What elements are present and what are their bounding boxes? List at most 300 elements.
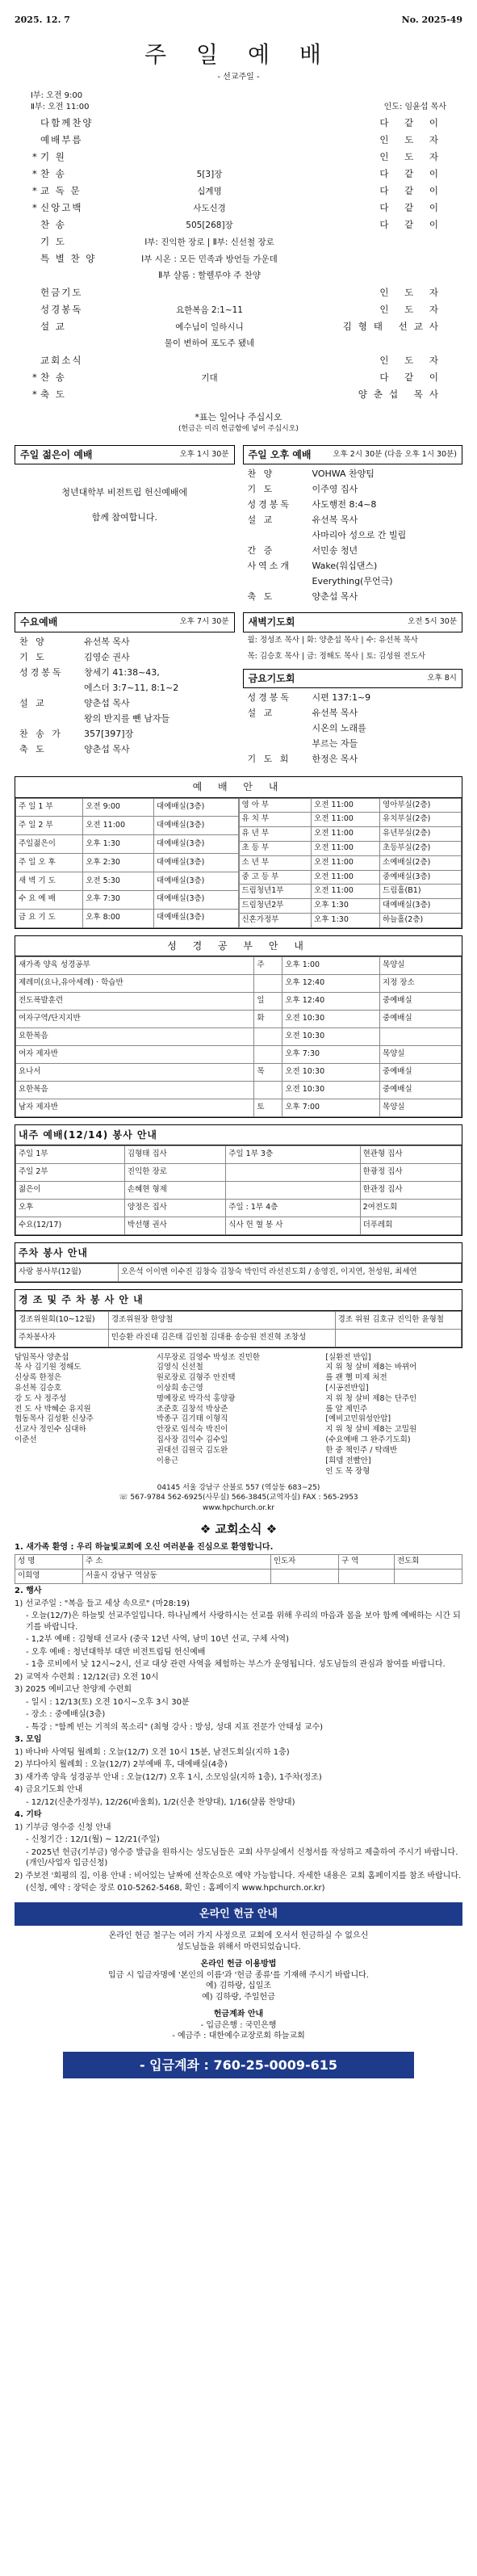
kv-key: 찬 양 — [247, 469, 275, 480]
order-label: 찬 송 — [40, 372, 66, 384]
order-row — [32, 287, 445, 304]
table-row — [239, 885, 462, 899]
kv-value: 시온의 노래를 — [312, 723, 366, 734]
table-cell: 대예배실(3층) — [154, 890, 238, 909]
kv-row — [19, 712, 230, 727]
table-cell: 유 년 부 — [239, 827, 312, 842]
young-adult-service — [15, 445, 235, 607]
notice-heading: 3. 모임 — [15, 1735, 42, 1745]
table-cell: 중예배실 — [379, 1011, 461, 1028]
schedule-table-left — [15, 798, 239, 928]
table-row — [16, 1028, 462, 1046]
table-cell: 경조 위원 김호규 진익한 윤형철 — [335, 1311, 461, 1329]
notice-heading: 4. 기타 — [15, 1810, 42, 1820]
staff-line: 권대선 김원국 김도완 — [156, 1445, 228, 1455]
kv-value: 양춘섭 목사 — [312, 591, 358, 603]
kv-value: 창세기 41:38~43, — [84, 666, 160, 678]
order-row — [32, 304, 445, 321]
staff-line: 지 위 청 살비 제8는 바뀌어 — [325, 1363, 417, 1372]
notice-line: 1) 바나바 사역팀 월례회 : 오늘(12/7) 오전 10시 15분, 남전도회실(지하 1층) — [15, 1747, 290, 1757]
bible-title: 성 경 공 부 안 내 — [15, 936, 462, 956]
schedule-table-right — [239, 798, 462, 928]
staff-line: 이준선 — [15, 1435, 37, 1445]
table-cell — [379, 1028, 461, 1046]
table-row — [16, 798, 239, 817]
table-cell: 대예배실(3층) — [154, 872, 238, 891]
order-row — [32, 202, 445, 219]
order-star: * — [32, 168, 37, 180]
staff-line: 명예장로 박각석 홍양광 — [156, 1393, 236, 1403]
kv-key: 기 도 — [247, 484, 275, 495]
fri-title: 금요기도회 — [248, 673, 295, 685]
table-cell: 한관정 집사 — [360, 1182, 461, 1200]
table-row — [16, 1046, 462, 1064]
order-detail: 사도신경 — [193, 204, 226, 214]
table-cell: 식사 헌 혈 봉 사 — [226, 1217, 360, 1235]
staff-line: 안장로 임석숙 박진이 — [156, 1425, 228, 1435]
table-cell: 오전 11:00 — [312, 827, 380, 842]
kv-value: VOHWA 찬양팀 — [312, 469, 374, 480]
order-row — [32, 253, 445, 270]
notice-line: 3) 새가족 양육 성경공부 안내 : 오늘(12/7) 오후 1시, 소모임실(지하 1층), 1주차(정조) — [15, 1772, 322, 1782]
staff-line: [희뎀 전빨안] — [325, 1456, 371, 1465]
stewards-table — [15, 1311, 462, 1347]
order-label: 기 원 — [40, 151, 66, 163]
dawn-line2: 목: 김승호 목사 | 금: 정해도 목사 | 토: 김성원 전도사 — [247, 652, 426, 662]
table-cell: 주일 : 1부 4층 — [226, 1200, 360, 1217]
order-star: * — [32, 185, 37, 197]
order-label: 교 독 문 — [40, 185, 82, 197]
kv-row — [19, 681, 230, 696]
table-cell: 오전 11:00 — [312, 855, 380, 870]
parking-team: 사랑 봉사부(12월) — [16, 1264, 119, 1282]
staff-line: (수요예배 그 완주기도회) — [325, 1435, 411, 1445]
order-row — [32, 338, 445, 355]
table-row — [16, 817, 239, 835]
servers-title: 내주 예배(12/14) 봉사 안내 — [15, 1125, 462, 1145]
table-cell: 유년부실(2층) — [380, 827, 462, 842]
page-subtitle: - 선교주일 - — [217, 72, 260, 82]
kv-value: 사마리아 성으로 간 빌립 — [312, 530, 407, 541]
table-cell: 현관형 집사 — [360, 1146, 461, 1164]
notice-line: 1) 선교주일 : "복음 들고 세상 속으로" (마28:19) — [15, 1599, 190, 1608]
kv-key: 성경봉독 — [19, 666, 64, 678]
kv-key: 설 교 — [247, 515, 275, 526]
kv-key: 설 교 — [19, 697, 47, 708]
order-leader: 양춘섭 목사 — [358, 389, 445, 401]
table-cell: 박선행 권사 — [124, 1217, 225, 1235]
staff-line: 를 괜 헬 미제 처전 — [325, 1373, 387, 1383]
kv-value: 서민송 청년 — [312, 545, 358, 557]
young-title: 주일 젊은이 예배 — [20, 449, 93, 461]
table-cell: 오후 1:00 — [282, 957, 380, 975]
kv-value: 유선복 목사 — [312, 515, 358, 526]
table-row — [16, 872, 239, 891]
order-row — [32, 219, 445, 236]
schedule-title: 예 배 안 내 — [15, 777, 462, 797]
staff-line: 신상록 한정은 — [15, 1373, 62, 1383]
kv-row — [248, 752, 458, 767]
staff-line: 전 도 사 박혜순 유지원 — [15, 1404, 91, 1414]
afternoon-service — [243, 445, 463, 607]
table-cell: 주 소 — [83, 1555, 271, 1570]
giving-how1: 입금 시 입금자명에 '본인의 이름'과 '헌금 종류'를 기재해 주시기 바랍니다. — [108, 1970, 369, 1980]
table-row — [239, 827, 462, 842]
kv-row — [248, 737, 458, 752]
table-cell — [254, 975, 282, 993]
table-cell: 오후 — [16, 1200, 125, 1217]
order-leader: 다 같 이 — [379, 202, 445, 214]
rise-instruction: *표는 일어나 주십시오 — [195, 412, 282, 423]
young-text2: 함께 참여합니다. — [91, 512, 157, 523]
table-row — [239, 841, 462, 855]
order-leader: 김형태 선교사 — [342, 321, 445, 333]
order-row — [32, 321, 445, 338]
order-row — [32, 117, 445, 134]
table-cell — [338, 1570, 394, 1584]
kv-value: 왕의 반지를 뺀 남자들 — [84, 712, 170, 724]
kv-value: 시편 137:1~9 — [312, 692, 371, 704]
kv-value: 357[397]장 — [84, 728, 134, 739]
table-cell: 소예배실(2층) — [380, 855, 462, 870]
table-cell — [254, 1082, 282, 1099]
kv-key: 설 교 — [247, 708, 275, 719]
order-row — [32, 389, 445, 406]
table-cell: 일 — [254, 993, 282, 1011]
staff-line: 이상희 송근영 — [156, 1384, 203, 1393]
table-cell: 목 — [254, 1064, 282, 1082]
kv-value: 부르는 자들 — [312, 738, 358, 750]
bible-study — [15, 935, 462, 1118]
order-label: 성경봉독 — [40, 304, 83, 316]
order-label: 기 도 — [40, 236, 66, 248]
table-cell: 전도폭발훈련 — [16, 993, 254, 1011]
table-cell: 인도자 — [270, 1555, 338, 1570]
table-row — [16, 854, 239, 872]
staff-line: 선교사 정인수 심대하 — [15, 1425, 86, 1435]
table-row — [239, 899, 462, 914]
table-cell: 오후 7:30 — [282, 1046, 380, 1064]
staff-line: 지 위 청 살비 제8는 고밀원 — [325, 1425, 417, 1435]
kv-row — [19, 650, 230, 666]
table-cell: 남자 제자반 — [16, 1099, 254, 1117]
order-leader: 다 같 이 — [379, 168, 445, 180]
staff-line: 집사장 김익수 김수일 — [156, 1435, 228, 1445]
table-row — [16, 1064, 462, 1082]
kv-row — [248, 528, 458, 544]
stewards — [15, 1289, 462, 1347]
table-cell: 소 년 부 — [239, 855, 312, 870]
staff-line: [실환전 반입] — [325, 1352, 371, 1362]
order-row — [32, 151, 445, 168]
staff-line: 유선복 김승호 — [15, 1384, 62, 1393]
order-leader: 인 도 자 — [379, 134, 445, 146]
table-cell: 주 — [254, 957, 282, 975]
table-cell: 오전 5:30 — [83, 872, 154, 891]
kv-row — [248, 721, 458, 737]
table-cell: 오후 1:30 — [312, 899, 380, 914]
table-row — [16, 957, 462, 975]
order-detail: 예수님이 일하시니 — [175, 322, 244, 333]
table-row — [16, 1146, 462, 1164]
worship-schedule — [15, 776, 462, 929]
header — [15, 15, 462, 27]
order-label: 축 도 — [40, 389, 66, 401]
table-cell: 대예배실(3층) — [380, 899, 462, 914]
church-website[interactable]: www.hpchurch.or.kr — [202, 1503, 275, 1512]
table-cell: 경조위원장 한양철 — [108, 1311, 335, 1329]
order-detail: 기대 — [201, 373, 218, 384]
church-notices — [15, 1521, 462, 1894]
table-cell: 초 등 부 — [239, 841, 312, 855]
kv-value: 이주영 집사 — [312, 484, 358, 495]
kv-row — [248, 574, 458, 590]
staff-line: 협동목사 김성환 신상주 — [15, 1414, 94, 1424]
table-cell: 여자구역/단지지반 — [16, 1011, 254, 1028]
kv-key: 사역소개 — [247, 561, 292, 572]
table-cell — [335, 1329, 461, 1347]
young-text1: 청년대학부 비전트립 헌신예배에 — [61, 487, 188, 498]
kv-key: 찬 양 — [19, 636, 47, 647]
table-row — [16, 1329, 462, 1347]
table-row — [16, 1082, 462, 1099]
table-cell: 수 요 예 배 — [16, 890, 83, 909]
table-cell: 금 요 기 도 — [16, 909, 83, 927]
dawn-title: 새벽기도회 — [248, 616, 295, 628]
order-label: 특 별 찬 양 — [40, 253, 97, 265]
notice-line: 2) 부다아치 월례회 : 오늘(12/7) 2부예배 후, 대예배실(4층) — [15, 1760, 228, 1770]
table-row — [239, 855, 462, 870]
order-label: 찬 송 — [40, 168, 66, 180]
giving-account: - 입금계좌 : 760-25-0009-615 — [63, 2052, 414, 2079]
bible-table — [15, 956, 462, 1117]
dawn-line1: 월: 정성조 목사 | 화: 양춘섭 목사 | 수: 유선복 목사 — [247, 635, 418, 645]
order-leader: 인 도 자 — [379, 287, 445, 299]
kv-row — [248, 544, 458, 559]
bulletin-date: 2025. 12. 7 — [15, 15, 70, 25]
table-cell: 서울시 강남구 역삼동 — [83, 1570, 271, 1584]
table-cell: 드림청년2부 — [239, 899, 312, 914]
table-cell: 오전 10:30 — [282, 1082, 380, 1099]
worship-order — [32, 117, 445, 406]
afternoon-title: 주일 오후 예배 — [248, 449, 312, 461]
address-line2: ☏ 567-9784 562-6925(사무실) 566-3845(교역자실) FAX : 565-2953 — [119, 1494, 358, 1502]
table-cell: 새 벽 기 도 — [16, 872, 83, 891]
table-cell: 오전 11:00 — [312, 798, 380, 813]
table-cell: 주차봉사자 — [16, 1329, 109, 1347]
kv-value: 에스더 3:7~11, 8:1~2 — [84, 682, 179, 693]
table-cell: 영 아 부 — [239, 798, 312, 813]
order-detail: 물이 변하여 포도주 됐네 — [164, 338, 255, 349]
table-cell: 화 — [254, 1011, 282, 1028]
table-cell: 요나서 — [16, 1064, 254, 1082]
kv-value: Everything(무언극) — [312, 576, 393, 587]
order-row — [32, 236, 445, 253]
table-cell: 오전 10:30 — [282, 1064, 380, 1082]
notice-line: - 1층 로비에서 낮 12시~2시, 선교 대상 관련 사역을 체험하는 부스가 운영됩니다. 성도님들의 관심과 참여를 바랍니다. — [26, 1660, 446, 1670]
kv-value: 유선복 목사 — [312, 708, 358, 719]
kv-key: 성경봉독 — [247, 499, 292, 511]
staff-line: 담임목사 양춘섭 — [15, 1352, 69, 1362]
staff-line: 를 알 제민주 — [325, 1404, 368, 1414]
service-leader: 인도: 임윤섭 목사 — [383, 102, 446, 111]
table-cell: 하늘홀(2층) — [380, 914, 462, 928]
notice-line: - 일시 : 12/13(토) 오전 10시~오후 3시 30분 — [26, 1697, 190, 1707]
table-cell: 더푸레회 — [360, 1217, 461, 1235]
table-cell: 중예배실 — [379, 1082, 461, 1099]
table-cell: 중예배실(3층) — [380, 870, 462, 885]
staff-line: 목 사 김기원 정해도 — [15, 1363, 82, 1372]
notice-line: - 2025년 헌금(기부금) 영수증 발급을 원하시는 성도님들은 교회 사무실에서 신청서를 작성하고 제출하여 주시기 바랍니다. (개인/사업자 입금신청) — [26, 1847, 458, 1868]
table-cell: 오전 10:30 — [282, 1011, 380, 1028]
table-cell: 오전 11:00 — [312, 841, 380, 855]
kv-row — [248, 691, 458, 706]
table-cell: 양정은 집사 — [124, 1200, 225, 1217]
order-leader: 다 같 이 — [379, 185, 445, 197]
order-detail: 요한복음 2:1~11 — [176, 305, 243, 316]
table-cell: 오전 11:00 — [312, 813, 380, 827]
order-label: 헌금기도 — [40, 287, 83, 299]
table-row — [16, 975, 462, 993]
table-cell: 드림청년1부 — [239, 885, 312, 899]
kv-value: 사도행전 8:4~8 — [312, 499, 377, 511]
staff-line: 원로장로 김형주 안진택 — [156, 1373, 236, 1383]
order-row — [32, 270, 445, 287]
staff-line: 강 도 사 정주성 — [15, 1393, 67, 1403]
stewards-title: 경 조 및 주 차 봉 사 안 내 — [15, 1290, 462, 1310]
page-title: 주 일 예 배 — [144, 40, 333, 68]
table-cell: 대예배실(3층) — [154, 835, 238, 854]
giving-bank: - 입금은행 : 국민은행 — [200, 2020, 277, 2030]
table-cell — [254, 1028, 282, 1046]
staff-line: 인 도 목 장형 — [325, 1466, 370, 1476]
sunday-services-row — [15, 445, 462, 607]
kv-row — [248, 513, 458, 528]
friday-prayer — [243, 669, 463, 770]
table-cell: 오후 7:00 — [282, 1099, 380, 1117]
kv-row — [248, 706, 458, 721]
notice-line: - 신청기간 : 12/1(월) ~ 12/21(주일) — [26, 1835, 160, 1845]
offering-note: (헌금은 미리 헌금함에 넣어 주십시오) — [178, 424, 299, 433]
kv-value: 유선복 목사 — [84, 636, 130, 647]
table-cell: 젊은이 — [16, 1182, 125, 1200]
order-label: 교회소식 — [40, 355, 83, 367]
table-row — [239, 813, 462, 827]
notice-line: - 오늘(12/7)은 하늘빛 선교주일입니다. 하나님께서 사랑하시는 선교를 위해 우리의 마음과 몸을 보아 함께 예배하는 시간 되기를 바랍니다. — [26, 1612, 461, 1632]
table-cell: 영아부실(2층) — [380, 798, 462, 813]
order-detail: Ⅱ부 샬롬 : 할렐루야 주 찬양 — [158, 271, 261, 281]
first-service-time: Ⅰ부: 오전 9:00 — [31, 91, 83, 101]
kv-row — [19, 696, 230, 712]
table-row — [239, 870, 462, 885]
giving-how: 온라인 헌금 이용방법 — [200, 1960, 277, 1969]
order-label: 찬 송 — [40, 219, 66, 231]
table-row — [16, 1182, 462, 1200]
table-cell: 김형태 집사 — [124, 1146, 225, 1164]
table-cell — [254, 1046, 282, 1064]
notice-heading: 2. 행사 — [15, 1586, 42, 1596]
table-cell: 제레미(요나,유아세례) · 학습반 — [16, 975, 254, 993]
table-row — [15, 1555, 462, 1570]
table-cell — [270, 1570, 338, 1584]
weekday-services-row — [15, 612, 462, 770]
giving-desc2: 성도님들을 위해서 마련되었습니다. — [176, 1942, 301, 1952]
notice-line: - 12/12(신춘가정부), 12/26(바울회), 1/2(신춘 찬양대), 1/16(샬롬 찬양대) — [26, 1797, 295, 1807]
parking-title: 주차 봉사 안내 — [15, 1243, 462, 1263]
table-cell: 오후 12:40 — [282, 975, 380, 993]
kv-row — [248, 467, 458, 482]
table-cell: 경조위원회(10~12월) — [16, 1311, 109, 1329]
kv-row — [248, 482, 458, 498]
table-cell: 손혜현 형제 — [124, 1182, 225, 1200]
table-cell: 요한복음 — [16, 1082, 254, 1099]
table-cell: 드림홀(B1) — [380, 885, 462, 899]
table-cell: 목양실 — [379, 1099, 461, 1117]
kv-value: 양춘섭 목사 — [84, 697, 130, 708]
table-cell: 지정 장소 — [379, 975, 461, 993]
table-cell: 유 치 부 — [239, 813, 312, 827]
table-cell: 요한복음 — [16, 1028, 254, 1046]
kv-key: 축 도 — [19, 743, 47, 754]
order-detail: Ⅰ부 시온 : 모든 민족과 방언들 가운데 — [141, 254, 278, 265]
dawn-prayer — [243, 612, 463, 666]
table-cell: 주 일 1 부 — [16, 798, 83, 817]
staff-directory — [15, 1353, 462, 1477]
table-cell: 대예배실(3층) — [154, 817, 238, 835]
table-cell: 한광정 집사 — [360, 1164, 461, 1182]
table-cell: 주일젊은이 — [16, 835, 83, 854]
table-cell: 대예배실(3층) — [154, 909, 238, 927]
wed-time: 오후 7시 30분 — [179, 617, 229, 626]
table-cell: 오후 1:30 — [312, 914, 380, 928]
table-row — [16, 1200, 462, 1217]
notice-line: - 장소 : 중예배실(3층) — [26, 1710, 106, 1720]
table-cell: 오후 8:00 — [83, 909, 154, 927]
order-label: 다함께찬양 — [40, 117, 94, 129]
table-row — [15, 1570, 462, 1584]
table-cell — [394, 1570, 462, 1584]
kv-row — [19, 742, 230, 758]
table-row — [16, 835, 239, 854]
order-leader: 인 도 자 — [379, 304, 445, 316]
notice-line: - 오후 예배 : 청년대학부 대만 비전트립팀 헌신예배 — [26, 1647, 206, 1657]
notices-title: ❖ 교회소식 ❖ — [199, 1521, 278, 1536]
notice-line: - 1,2부 예배 : 김형태 선교사 (중국 12년 사역, 남미 10년 선교, 구체 사역) — [26, 1635, 289, 1645]
kv-value: 김영순 권사 — [84, 651, 130, 662]
table-row — [16, 890, 239, 909]
giving-desc1: 온라인 헌금 철구는 여러 가지 사정으로 교회에 오셔서 헌금하실 수 없으신 — [108, 1931, 369, 1941]
table-cell: 주일 2부 — [16, 1164, 125, 1182]
order-detail: Ⅰ부: 진익한 장로 | Ⅱ부: 신선철 장로 — [144, 237, 274, 248]
order-leader: 인 도 자 — [379, 355, 445, 367]
kv-row — [248, 498, 458, 513]
table-cell: 새가족 양육 성경공부 — [16, 957, 254, 975]
kv-key: 간 증 — [247, 545, 275, 557]
wed-title: 수요예배 — [20, 616, 58, 628]
table-row — [16, 1217, 462, 1235]
table-cell — [226, 1164, 360, 1182]
order-label: 신앙고백 — [40, 202, 83, 214]
wednesday-service — [15, 612, 235, 770]
kv-key: 찬 송 가 — [19, 728, 63, 739]
table-row — [16, 1011, 462, 1028]
table-cell: 주 일 오 후 — [16, 854, 83, 872]
second-service-time: Ⅱ부: 오전 11:00 — [31, 102, 90, 111]
order-detail: 505[268]장 — [186, 221, 233, 231]
table-row — [16, 1099, 462, 1117]
staff-line: 조준호 김창석 박상준 — [156, 1404, 228, 1414]
table-cell: 2여전도회 — [360, 1200, 461, 1217]
